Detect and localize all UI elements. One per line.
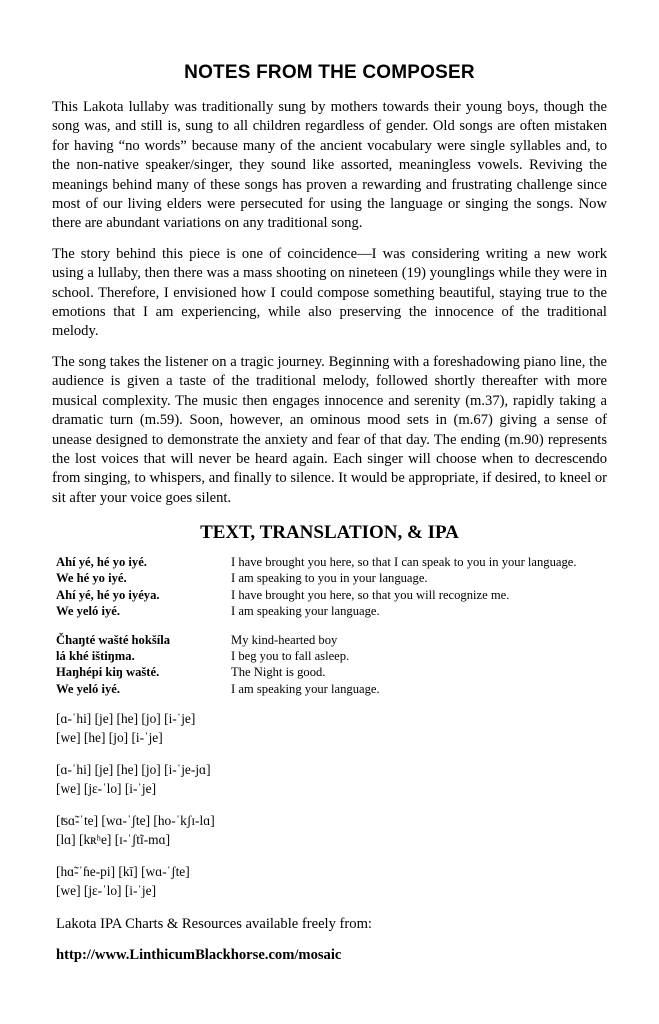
lyric-original: Haŋhépi kiŋ wašté. (56, 665, 160, 680)
lyric-row (56, 664, 607, 680)
lyric-row (56, 648, 607, 664)
lyric-original: Čhaŋté wašté hokšíla (56, 632, 171, 647)
ipa-line: [we] [jɛ-ˈlo] [i-ˈje] (56, 781, 157, 797)
ipa-line: [lɑ] [kʀʰe] [ɪ-ˈʃtĩ-mɑ] (56, 832, 171, 848)
ipa-block-2 (56, 760, 607, 798)
lyrics-group-1 (56, 554, 607, 619)
lyric-translation: I have brought you here, so that I can speak to you in your language. (231, 555, 577, 570)
ipa-line: [we] [he] [jo] [i-ˈje] (56, 730, 163, 746)
lyric-row (56, 603, 607, 619)
ipa-block-3 (56, 811, 607, 849)
lyric-translation: The Night is good. (231, 665, 326, 680)
composer-note-paragraph-3: The song takes the listener on a tragic journey. Beginning with a foreshadowing piano line, the audience is given a taste of the traditional melody, followed shortly thereafter with more musical complexity. The music then engages innocence and serenity (m.37), rapidly taking a dramatic turn (m.59). Soon, however, an ominous mood sets in (m.67) giving a sense of unease designed to demonstrate the anxiety and fear of that day. The ending (m.90) represents the lost voices that will never be heard again. Each singer will choose when to decrescendo from singing, to whispers, and finally to silence. It would be appropriate, if desired, to kneel or sit after your voice goes silent. (52, 353, 607, 506)
lyric-original: We yeló iyé. (56, 681, 121, 696)
ipa-line: [ɑ-ˈhi] [je] [he] [jo] [i-ˈje] (56, 711, 196, 726)
section-title-text-translation-ipa: TEXT, TRANSLATION, & IPA (200, 522, 459, 544)
resource-note: Lakota IPA Charts & Resources available freely from: (56, 916, 372, 933)
resource-url-link[interactable]: http://www.LinthicumBlackhorse.com/mosaic (56, 947, 342, 964)
lyric-translation: My kind-hearted boy (231, 632, 338, 647)
lyric-row (56, 554, 607, 570)
composer-note-paragraph-2: The story behind this piece is one of coincidence—I was considering writing a new work using a lullaby, then there was a mass shooting on nineteen (19) younglings while they were in school. Therefore, I envisioned how I could compose something beautiful, staying true to the emotions that I am experiencing, while also preserving the innocence of the traditional melody. (52, 245, 607, 340)
lyric-translation: I am speaking your language. (231, 681, 380, 696)
lyric-row (56, 587, 607, 603)
lyric-row (56, 681, 607, 697)
lyric-translation: I am speaking your language. (231, 604, 380, 619)
lyric-row (56, 570, 607, 586)
page-title: NOTES FROM THE COMPOSER (184, 62, 475, 83)
lyrics-group-2 (56, 632, 607, 697)
lyric-original: We yeló iyé. (56, 604, 121, 619)
lyric-translation: I have brought you here, so that you will recognize me. (231, 587, 510, 602)
ipa-block-4 (56, 862, 607, 900)
lyric-original: Ahí yé, hé yo iyéya. (56, 587, 160, 602)
ipa-line: [we] [jɛ-ˈlo] [i-ˈje] (56, 883, 157, 899)
lyric-translation: I beg you to fall asleep. (231, 648, 350, 663)
lyrics-section (52, 554, 607, 964)
ipa-line: [ɑ-ˈhi] [je] [he] [jo] [i-ˈje-jɑ] (56, 762, 211, 778)
composer-note-paragraph-1: This Lakota lullaby was traditionally sung by mothers towards their young boys, though the song was, and still is, sung to all children regardless of gender. Old songs are often mistaken for having “no words” because many of the ancient vocabulary were single syllables and, to the non-native speaker/singer, they sound like assorted, meaningless vowels. Reviving the meanings behind many of these songs has proven a rewarding and frustrating challenge since most of our living elders were persecuted for using the language or singing the songs. Now there are abundant variations on any traditional song. (52, 99, 607, 232)
ipa-line: [hɑ̃-ˈɦe-pi] [kī] [wɑ-ˈʃte] (56, 864, 190, 880)
ipa-block-1 (56, 709, 607, 747)
lyric-row (56, 632, 607, 648)
lyric-translation: I am speaking to you in your language. (231, 571, 428, 586)
lyric-original: We hé yo iyé. (56, 571, 127, 586)
lyric-original: lá khé ištiŋma. (56, 648, 135, 663)
lyric-original: Ahí yé, hé yo iyé. (56, 555, 147, 570)
ipa-line: [ʦɑ̃-ˈte] [wɑ-ˈʃte] [ho-ˈkʃɪ-lɑ] (56, 813, 215, 829)
